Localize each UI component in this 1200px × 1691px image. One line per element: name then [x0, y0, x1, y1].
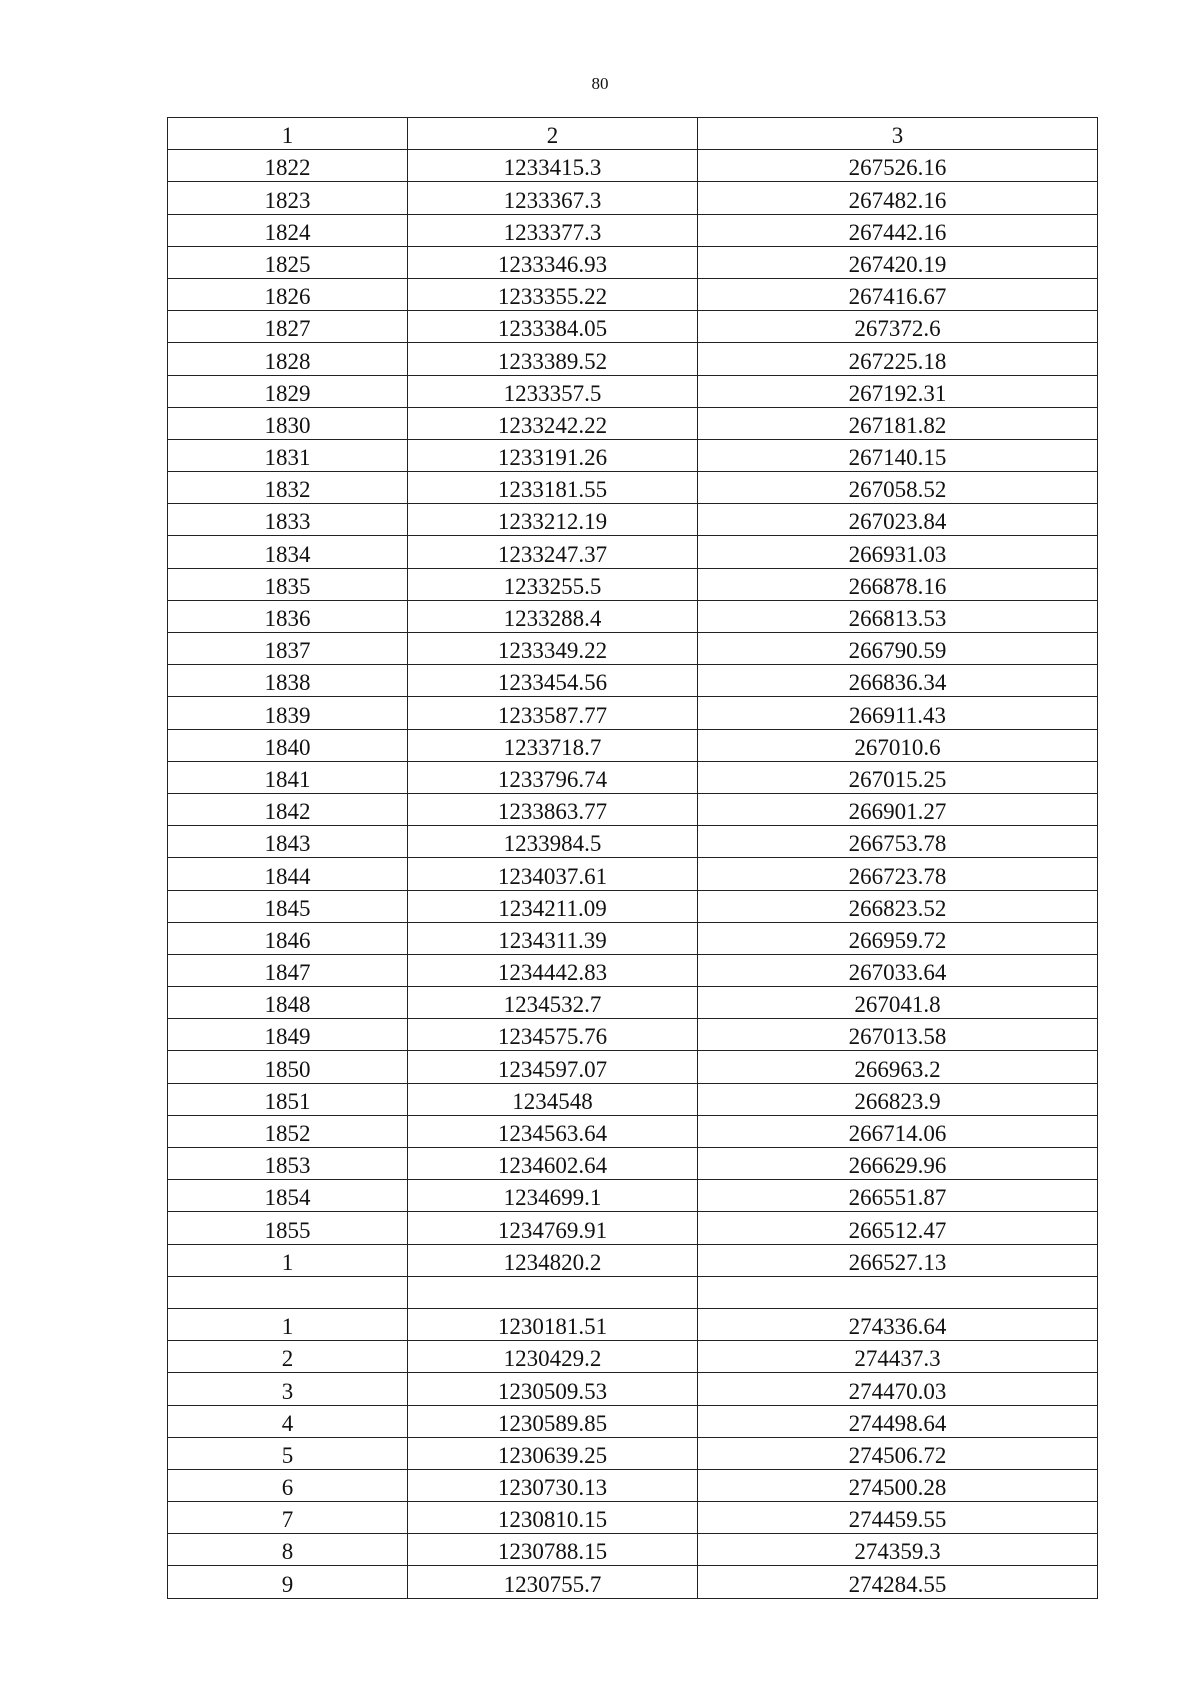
- table-cell: 1831: [168, 439, 408, 471]
- table-row: [168, 793, 1098, 825]
- table-cell: 1233984.5: [408, 826, 698, 858]
- table-cell: 266931.03: [698, 536, 1098, 568]
- table-cell: 1230639.25: [408, 1437, 698, 1469]
- table-cell: 1825: [168, 246, 408, 278]
- table-cell: 267013.58: [698, 1019, 1098, 1051]
- table-row: [168, 729, 1098, 761]
- table-row: [168, 407, 1098, 439]
- table-cell: 267015.25: [698, 761, 1098, 793]
- table-row: [168, 150, 1098, 182]
- table-cell: 1233242.22: [408, 407, 698, 439]
- table-cell: [408, 1276, 698, 1308]
- table-cell: 1850: [168, 1051, 408, 1083]
- table-cell: 1844: [168, 858, 408, 890]
- table-cell: 267041.8: [698, 987, 1098, 1019]
- table-cell: 266959.72: [698, 922, 1098, 954]
- table-cell: 1830: [168, 407, 408, 439]
- table-cell: 1233346.93: [408, 246, 698, 278]
- table-cell: 267181.82: [698, 407, 1098, 439]
- table-cell: 1828: [168, 343, 408, 375]
- table-row: [168, 1115, 1098, 1147]
- table-row: [168, 536, 1098, 568]
- table-row: [168, 1566, 1098, 1598]
- table-cell: 267526.16: [698, 150, 1098, 182]
- table-row: [168, 665, 1098, 697]
- table-cell: 267192.31: [698, 375, 1098, 407]
- table-cell: 1846: [168, 922, 408, 954]
- table-cell: 1824: [168, 214, 408, 246]
- table-cell: 266714.06: [698, 1115, 1098, 1147]
- table-cell: 274506.72: [698, 1437, 1098, 1469]
- table-cell: 266813.53: [698, 600, 1098, 632]
- table-cell: 1234699.1: [408, 1180, 698, 1212]
- table-cell: 1843: [168, 826, 408, 858]
- table-row: [168, 343, 1098, 375]
- table-row: [168, 1051, 1098, 1083]
- table-row: [168, 1341, 1098, 1373]
- table-cell: 1234563.64: [408, 1115, 698, 1147]
- table-row: [168, 761, 1098, 793]
- table-row: [168, 826, 1098, 858]
- table-cell: 1233247.37: [408, 536, 698, 568]
- table-cell: 274437.3: [698, 1341, 1098, 1373]
- table-cell: 274498.64: [698, 1405, 1098, 1437]
- table-cell: 267058.52: [698, 472, 1098, 504]
- table-cell: 1234532.7: [408, 987, 698, 1019]
- table-cell: 1234211.09: [408, 890, 698, 922]
- table-cell: 1230810.15: [408, 1502, 698, 1534]
- table-cell: 274470.03: [698, 1373, 1098, 1405]
- table-cell: 267372.6: [698, 311, 1098, 343]
- table-cell: 1233355.22: [408, 278, 698, 310]
- table-cell: 267225.18: [698, 343, 1098, 375]
- table-cell: 1233255.5: [408, 568, 698, 600]
- table-cell: 1234037.61: [408, 858, 698, 890]
- table-cell: 1845: [168, 890, 408, 922]
- table-cell: 1839: [168, 697, 408, 729]
- table-cell: 1234597.07: [408, 1051, 698, 1083]
- table-row: [168, 1308, 1098, 1340]
- table-row: [168, 439, 1098, 471]
- column-header-3: 3: [698, 118, 1098, 150]
- table-cell: 1234311.39: [408, 922, 698, 954]
- table-cell: 1230730.13: [408, 1469, 698, 1501]
- table-cell: 1233389.52: [408, 343, 698, 375]
- table-cell: 1230589.85: [408, 1405, 698, 1437]
- table-row: [168, 1437, 1098, 1469]
- table-cell: 1234769.91: [408, 1212, 698, 1244]
- table-row: [168, 1019, 1098, 1051]
- table-cell: 1854: [168, 1180, 408, 1212]
- table-cell: 266753.78: [698, 826, 1098, 858]
- table-row: [168, 890, 1098, 922]
- table-cell: 1826: [168, 278, 408, 310]
- table-cell: 1848: [168, 987, 408, 1019]
- table-cell: 1230429.2: [408, 1341, 698, 1373]
- table-cell: [168, 1276, 408, 1308]
- table-cell: 1823: [168, 182, 408, 214]
- table-cell: 1233863.77: [408, 793, 698, 825]
- table-cell: 1233367.3: [408, 182, 698, 214]
- table-row: [168, 1244, 1098, 1276]
- table-cell: 1234548: [408, 1083, 698, 1115]
- coordinates-table: [167, 117, 1098, 1599]
- table-cell: [698, 1276, 1098, 1308]
- table-row: [168, 1212, 1098, 1244]
- table-row: [168, 504, 1098, 536]
- table-cell: 1233415.3: [408, 150, 698, 182]
- table-row: [168, 633, 1098, 665]
- table-row: [168, 311, 1098, 343]
- table-cell: 1233357.5: [408, 375, 698, 407]
- table-cell: 1230788.15: [408, 1534, 698, 1566]
- table-cell: 266911.43: [698, 697, 1098, 729]
- table-row: [168, 214, 1098, 246]
- table-cell: 1829: [168, 375, 408, 407]
- page-number: 80: [591, 74, 609, 93]
- table-row: [168, 1148, 1098, 1180]
- table-cell: 1233718.7: [408, 729, 698, 761]
- table-cell: 7: [168, 1502, 408, 1534]
- table-cell: 267010.6: [698, 729, 1098, 761]
- table-cell: 266963.2: [698, 1051, 1098, 1083]
- table-cell: 1827: [168, 311, 408, 343]
- table-row: [168, 1534, 1098, 1566]
- table-cell: 1841: [168, 761, 408, 793]
- table-cell: 1855: [168, 1212, 408, 1244]
- table-cell: 1234442.83: [408, 954, 698, 986]
- table-cell: 1233349.22: [408, 633, 698, 665]
- table-cell: 267442.16: [698, 214, 1098, 246]
- table-row: [168, 987, 1098, 1019]
- table-cell: 4: [168, 1405, 408, 1437]
- table-row: [168, 954, 1098, 986]
- table-cell: 266790.59: [698, 633, 1098, 665]
- table-cell: 266823.9: [698, 1083, 1098, 1115]
- table-cell: 1: [168, 1244, 408, 1276]
- table-row: [168, 1276, 1098, 1308]
- table-cell: 1832: [168, 472, 408, 504]
- table-cell: 1233377.3: [408, 214, 698, 246]
- table-cell: 5: [168, 1437, 408, 1469]
- table-cell: 267420.19: [698, 246, 1098, 278]
- table-cell: 3: [168, 1373, 408, 1405]
- table-cell: 1234575.76: [408, 1019, 698, 1051]
- table-cell: 1835: [168, 568, 408, 600]
- table-row: [168, 1502, 1098, 1534]
- table-cell: 266551.87: [698, 1180, 1098, 1212]
- table-cell: 266823.52: [698, 890, 1098, 922]
- table-cell: 266901.27: [698, 793, 1098, 825]
- table-cell: 1837: [168, 633, 408, 665]
- table-cell: 1233796.74: [408, 761, 698, 793]
- table-body: [168, 150, 1098, 1598]
- column-header-2: 2: [408, 118, 698, 150]
- table-cell: 274336.64: [698, 1308, 1098, 1340]
- table-cell: 1847: [168, 954, 408, 986]
- table-row: [168, 278, 1098, 310]
- table-cell: 1852: [168, 1115, 408, 1147]
- table-cell: 1849: [168, 1019, 408, 1051]
- table-row: [168, 1083, 1098, 1115]
- table-cell: 274459.55: [698, 1502, 1098, 1534]
- table-cell: 1233181.55: [408, 472, 698, 504]
- table-cell: 2: [168, 1341, 408, 1373]
- table-cell: 1840: [168, 729, 408, 761]
- table-cell: 1233454.56: [408, 665, 698, 697]
- table-cell: 267033.64: [698, 954, 1098, 986]
- table-cell: 8: [168, 1534, 408, 1566]
- table-row: [168, 568, 1098, 600]
- table-cell: 1822: [168, 150, 408, 182]
- table-cell: 274500.28: [698, 1469, 1098, 1501]
- table-cell: 1233212.19: [408, 504, 698, 536]
- table-row: [168, 182, 1098, 214]
- table-cell: 266527.13: [698, 1244, 1098, 1276]
- table-cell: 274359.3: [698, 1534, 1098, 1566]
- table-cell: 1233191.26: [408, 439, 698, 471]
- table-row: [168, 472, 1098, 504]
- table-cell: 266878.16: [698, 568, 1098, 600]
- table-row: [168, 246, 1098, 278]
- table-row: [168, 1405, 1098, 1437]
- table-cell: 1233288.4: [408, 600, 698, 632]
- table-row: [168, 1180, 1098, 1212]
- table-cell: 266629.96: [698, 1148, 1098, 1180]
- table-cell: 266512.47: [698, 1212, 1098, 1244]
- table-cell: 6: [168, 1469, 408, 1501]
- table-cell: 267140.15: [698, 439, 1098, 471]
- table-cell: 267416.67: [698, 278, 1098, 310]
- table-row: [168, 1469, 1098, 1501]
- table-cell: 266836.34: [698, 665, 1098, 697]
- table-cell: 9: [168, 1566, 408, 1598]
- table-row: [168, 922, 1098, 954]
- table-cell: 274284.55: [698, 1566, 1098, 1598]
- table-cell: 1230181.51: [408, 1308, 698, 1340]
- table-cell: 1833: [168, 504, 408, 536]
- table-cell: 1230509.53: [408, 1373, 698, 1405]
- table-cell: 1842: [168, 793, 408, 825]
- table-row: [168, 858, 1098, 890]
- table-cell: 1234602.64: [408, 1148, 698, 1180]
- table-cell: 1851: [168, 1083, 408, 1115]
- table-cell: 266723.78: [698, 858, 1098, 890]
- table-cell: 1233587.77: [408, 697, 698, 729]
- table-row: [168, 697, 1098, 729]
- table-cell: 1836: [168, 600, 408, 632]
- table-cell: 267023.84: [698, 504, 1098, 536]
- table-row: [168, 1373, 1098, 1405]
- table-cell: 1233384.05: [408, 311, 698, 343]
- table-row: [168, 375, 1098, 407]
- table-row: [168, 600, 1098, 632]
- table-cell: 267482.16: [698, 182, 1098, 214]
- column-header-1: 1: [168, 118, 408, 150]
- table-cell: 1834: [168, 536, 408, 568]
- table-header-row: [168, 118, 1098, 150]
- table-cell: 1: [168, 1308, 408, 1340]
- table-cell: 1230755.7: [408, 1566, 698, 1598]
- table-cell: 1853: [168, 1148, 408, 1180]
- table-cell: 1838: [168, 665, 408, 697]
- table-cell: 1234820.2: [408, 1244, 698, 1276]
